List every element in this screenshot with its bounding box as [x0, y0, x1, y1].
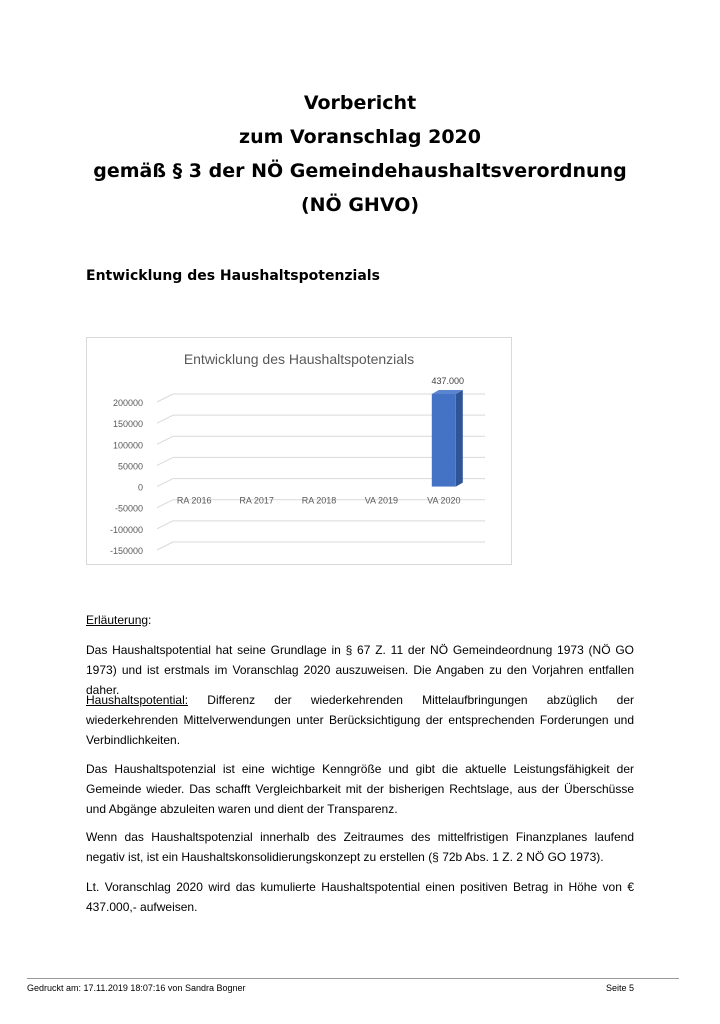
title-line-2: zum Voranschlag 2020 — [239, 126, 481, 148]
paragraph-konsolidierung: Wenn das Haushaltspotenzial innerhalb des Zeitraumes des mittelfristigen Finanzplanes laufend negativ ist, ist ein Haushaltskonsolidierungskonzept zu erstellen (§ 72b Abs. 1 Z. 2 NÖ GO 1973). — [86, 830, 634, 864]
erlaeuterung-colon: : — [148, 613, 152, 627]
paragraph-definition — [86, 690, 634, 750]
gridline-depth — [157, 542, 173, 550]
section-heading: Entwicklung des Haushaltspotenzials — [86, 268, 380, 284]
y-tick-label: 200000 — [112, 398, 143, 408]
gridline-depth — [157, 479, 173, 487]
paragraph-grundlage: Das Haushaltspotential hat seine Grundlage in § 67 Z. 11 der NÖ Gemeindeordnung 1973 (NÖ GO 1973) und ist erstmals im Voranschlag 2020 auszuweisen. Die Angaben zu den Vorjahren entfallen daher. — [86, 643, 634, 697]
x-tick-label: VA 2020 — [427, 495, 461, 506]
gridline-depth — [157, 415, 173, 423]
paragraph-kenngroesse: Das Haushaltspotenzial ist eine wichtige Kenngröße und gibt die aktuelle Leistungsfähigkeit der Gemeinde wieder. Das schafft Vergleichbarkeit mit der bisherigen Rechtslage, aus der Überschüsse und Abgänge abzuleiten waren und dient der Transparenz. — [86, 762, 634, 816]
document-title — [0, 86, 720, 222]
title-line-4: (NÖ GHVO) — [300, 194, 420, 216]
x-tick-label: VA 2019 — [364, 495, 399, 506]
paragraph-betrag: Lt. Voranschlag 2020 wird das kumulierte Haushaltspotential einen positiven Betrag in Höhe von € 437.000,- aufweisen. — [86, 880, 634, 914]
data-label: 437.000 — [431, 376, 465, 386]
chart-container — [86, 337, 512, 565]
footer-divider — [27, 978, 679, 979]
erlaeuterung-label: Erläuterung — [86, 613, 149, 627]
title-line-3: gemäß § 3 der NÖ Gemeindehaushaltsverordnung — [93, 160, 627, 182]
x-tick-label: RA 2017 — [239, 495, 274, 506]
y-tick-label: -150000 — [109, 546, 143, 556]
bar — [432, 394, 456, 487]
y-tick-label: 50000 — [117, 461, 143, 472]
gridline-depth — [157, 521, 173, 529]
gridline-depth — [157, 394, 173, 402]
y-tick-label: -100000 — [109, 524, 143, 535]
x-tick-label: RA 2018 — [301, 495, 337, 506]
erlaeuterung-heading — [86, 610, 634, 630]
gridline-depth — [157, 500, 173, 508]
footer-printed-info: Gedruckt am: 17.11.2019 18:07:16 von Sandra Bogner — [27, 983, 246, 993]
bar-chart — [87, 338, 511, 564]
bar-side — [456, 390, 463, 487]
x-tick-label: RA 2016 — [176, 495, 212, 506]
y-tick-label: 150000 — [112, 419, 143, 430]
gridline-depth — [157, 436, 173, 444]
definition-text: Differenz der wiederkehrenden Mittelaufbringungen abzüglich der wiederkehrenden Mittelverwendungen unter Berücksichtigung der entsprechenden Forderungen und Verbindlichkeiten. — [86, 693, 634, 747]
y-tick-label: 100000 — [112, 440, 143, 451]
y-tick-label: 0 — [137, 482, 143, 493]
footer-page-number: Seite 5 — [605, 983, 634, 993]
definition-term: Haushaltspotential: — [86, 693, 189, 707]
y-tick-label: -50000 — [114, 503, 143, 514]
chart-title: Entwicklung des Haushaltspotenzials — [183, 351, 415, 367]
gridline-depth — [157, 457, 173, 465]
title-line-1: Vorbericht — [303, 92, 417, 114]
